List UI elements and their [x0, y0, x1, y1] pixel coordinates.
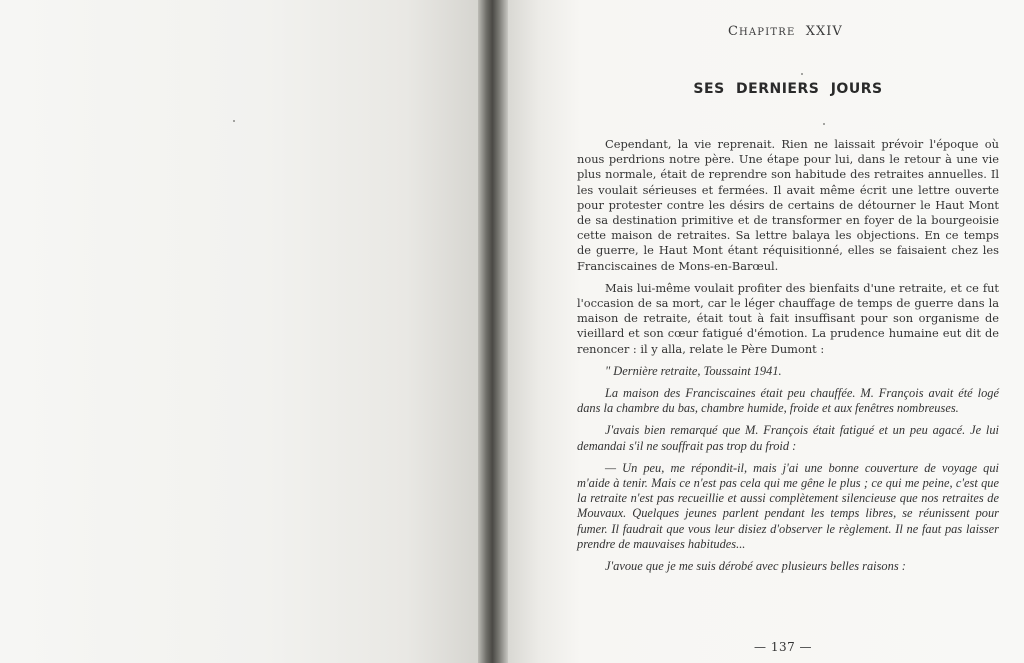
left-page-blank	[0, 0, 478, 663]
quote-paragraph: La maison des Franciscaines était peu chauffée. M. François avait été logé dans la chambre du bas, chambre humide, froide et aux fenêtres nombreuses.	[577, 386, 999, 416]
book-gutter	[478, 0, 508, 663]
chapter-title: SES DERNIERS JOURS	[693, 81, 883, 97]
chapter-number: XXIV	[805, 24, 843, 39]
quote-paragraph: J'avoue que je me suis dérobé avec plusieurs belles raisons :	[605, 559, 906, 574]
right-page	[508, 0, 1024, 663]
chapter-word: HAPITRE	[738, 27, 796, 38]
quote-paragraph: " Dernière retraite, Toussaint 1941.	[605, 363, 782, 378]
paragraph: Cependant, la vie reprenait. Rien ne laissait prévoir l'époque où nous perdrions notre père. Une étape pour lui, dans le retour à une vie plus normale, était de reprendre son habitude des retraites annuelles. Il les voulait sérieuses et fermées. Il avait même écrit une lettre ouverte pour protester contre les désirs de certains de détourner le Haut Mont de sa destination primitive et de transformer en foyer de la bourgeoisie cette maison de retraites. Sa lettre balaya les objections. En ce temps de guerre, le Haut Mont étant réquisitionné, elles se faisaient chez les Franciscaines de Mons-en-Barœul.	[577, 137, 999, 273]
paper-speck	[801, 73, 803, 75]
paragraph: Mais lui-même voulait profiter des bienfaits d'une retraite, et ce fut l'occasion de sa mort, car le léger chauffage de temps de guerre dans la maison de retraite, était tout à fait insuffisant pour son organisme de vieillard et son cœur fatigué d'émotion. La prudence humaine eut dit de renoncer : il y alla, relate le Père Dumont :	[577, 280, 999, 356]
quote-paragraph: — Un peu, me répondit-il, mais j'ai une bonne couverture de voyage qui m'aide à tenir. Mais ce n'est pas cela qui me gêne le plus ; ce qui me peine, c'est que la retraite n'est pas recueillie et aussi complètement silencieuse que nos retraites de Mouvaux. Quelques jeunes parlent pendant les temps libres, se réunissent pour fumer. Il faudrait que vous leur disiez d'observer le règlement. Il ne faut pas laisser prendre de mauvaises habitudes...	[577, 460, 999, 551]
quote-paragraph: J'avais bien remarqué que M. François était fatigué et un peu agacé. Je lui demandai s'il ne souffrait pas trop du froid :	[577, 423, 999, 453]
paper-speck	[823, 123, 825, 125]
chapter-cap: C	[728, 24, 739, 39]
page-number: — 137 —	[754, 640, 813, 654]
paper-speck	[233, 120, 235, 122]
chapter-heading	[728, 24, 843, 39]
body-text	[577, 137, 999, 581]
